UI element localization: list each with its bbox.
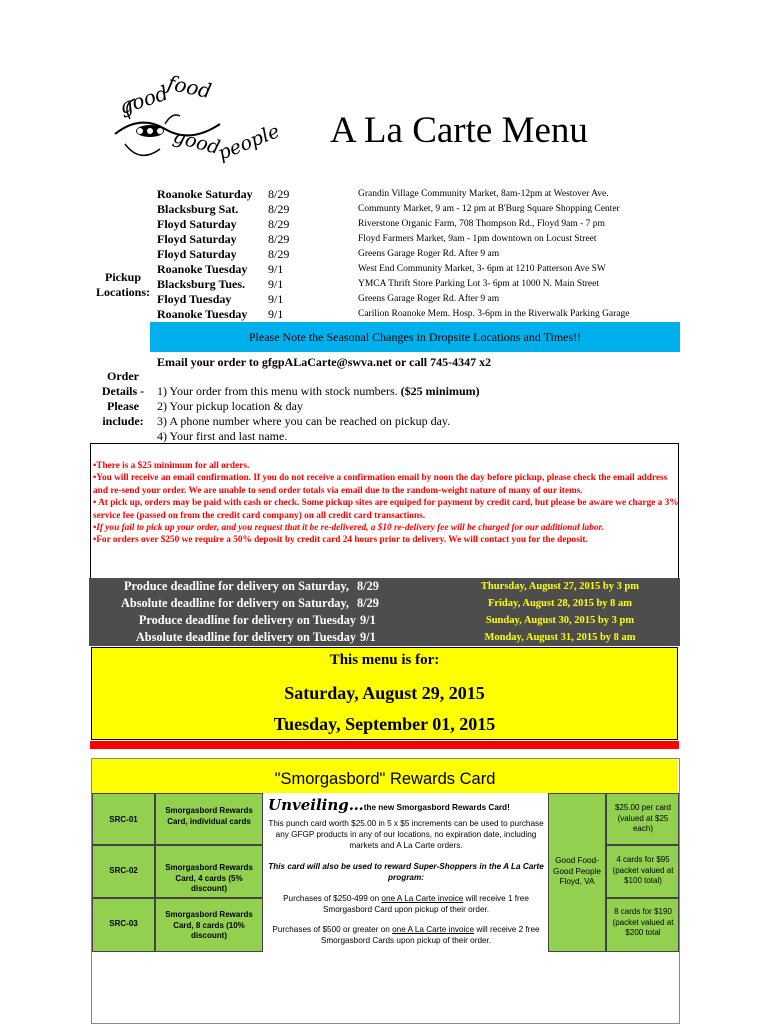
location-date: 9/1 (268, 307, 284, 321)
rewards-intro: Unveiling…the new Smorgasbord Rewards Card! (268, 796, 510, 814)
order-detail-item: 4) Your first and last name. (157, 429, 288, 443)
deadline-date: 9/1 (360, 630, 376, 644)
rewards-purchase-tier-1: Purchases of $250-499 on one A La Carte invoice will receive 1 free Smorgasbord Card upon pickup of their order. (283, 894, 529, 914)
deadline-when: Thursday, August 27, 2015 by 3 pm (480, 581, 640, 592)
policy-minimum: •There is a $25 minimum for all orders. (93, 461, 250, 471)
location-date: 9/1 (268, 262, 284, 276)
menu-for-heading: This menu is for: (329, 652, 440, 668)
deadline-date: 8/29 (357, 596, 379, 610)
red-divider (90, 741, 679, 749)
location-place: Riverstone Organic Farm, 708 Thompson Rd., Floyd 9am - 7 pm (358, 219, 605, 229)
svg-text:people: people (214, 120, 283, 165)
item-price: 4 cards for $95 (packet valued at $100 total) (612, 855, 674, 885)
vendor-name: Good Food-Good People Floyd, VA (553, 856, 601, 886)
deadline-when: Friday, August 28, 2015 by 8 am (487, 598, 633, 609)
svg-text:food: food (165, 74, 214, 104)
menu-date-saturday: Saturday, August 29, 2015 (284, 683, 485, 703)
item-code: SRC-03 (109, 919, 138, 928)
location-place: Greens Garage Roger Rd. After 9 am (358, 294, 500, 304)
seasonal-note-banner: Please Note the Seasonal Changes in Dropsite Locations and Times!! (150, 322, 680, 352)
location-place: Carilion Roanoke Mem. Hosp. 3-6pm in the Riverwalk Parking Garage (358, 309, 630, 319)
deadline-date: 9/1 (360, 613, 376, 627)
deadline-label: Absolute deadline for delivery on Saturday, (121, 596, 349, 610)
location-place: Floyd Farmers Market, 9am - 1pm downtown on Locust Street (358, 234, 597, 244)
deadline-date: 8/29 (357, 579, 379, 593)
policy-deposit: •For orders over $250 we require a 50% deposit by credit card 24 hours prior to delivery. We will contact you for the deposit. (93, 535, 588, 546)
item-code: SRC-01 (109, 815, 138, 824)
rewards-description: This punch card worth $25.00 in 5 x $5 increments can be used to purchase any GFGP products in any of our locations, no expiration date, including markets and A La Carte orders. (268, 819, 544, 850)
order-details-label: Order Details - Please include: (101, 369, 145, 428)
svg-text:good: good (170, 125, 223, 159)
location-date: 9/1 (268, 277, 284, 291)
deadline-label: Produce deadline for delivery on Saturday, (124, 579, 349, 593)
policy-payment: • At pick up, orders may be paid with cash or check. Some pickup sites are equiped for payment by credit card, but please be aware we charge a 3% service fee (passed on from the credit card company) on all credit card transactions. (93, 498, 679, 521)
location-day: Floyd Saturday (157, 232, 237, 246)
item-name: Smorgasbord Rewards Card, 8 cards (10% discount) (165, 910, 253, 940)
location-day: Roanoke Tuesday (157, 262, 248, 276)
deadline-when: Sunday, August 30, 2015 by 3 pm (485, 615, 635, 626)
order-detail-item: 1) Your order from this menu with stock numbers. ($25 minimum) (157, 384, 480, 398)
rewards-card-heading: "Smorgasbord" Rewards Card (92, 759, 678, 793)
location-day: Roanoke Saturday (157, 187, 253, 201)
order-detail-item: 2) Your pickup location & day (157, 399, 303, 413)
location-day: Floyd Saturday (157, 217, 237, 231)
logo-graphic (110, 74, 290, 179)
order-email-line: Email your order to gfgpALaCarte@swva.net or call 745-4347 x2 (157, 355, 492, 369)
location-date: 8/29 (268, 202, 290, 216)
location-place: West End Community Market, 3- 6pm at 1210 Patterson Ave SW (358, 264, 606, 274)
location-day: Floyd Saturday (157, 247, 237, 261)
item-price: 8 cards for $190 (packet valued at $200 total (612, 907, 674, 937)
location-place: Greens Garage Roger Rd. After 9 am (358, 249, 500, 259)
item-code: SRC-02 (109, 866, 138, 875)
logo (110, 74, 290, 179)
svg-text:good: good (116, 80, 172, 119)
rewards-super-shopper-note: This card will also be used to reward Super-Shoppers in the A La Carte program: (268, 862, 544, 882)
policy-confirmation: •You will receive an email confirmation. If you do not receive a confirmation email by noon the day before pickup, please check the email address and re-send your order. We are unable to send order totals via email due to the random-weight nature of many of our items. (93, 473, 668, 496)
policy-redelivery: •If you fail to pick up your order, and you request that it be re-delivered, a $10 re-delivery fee will be charged for our additional labor. (93, 523, 604, 534)
location-place: Communty Market, 9 am - 12 pm at B'Burg Square Shopping Center (358, 204, 620, 214)
location-date: 8/29 (268, 232, 290, 246)
rewards-purchase-tier-2: Purchases of $500 or greater on one A La Carte invoice will receive 2 free Smorgasbord Cards upon pickup of their order. (272, 925, 540, 945)
item-name: Smorgasbord Rewards Card, 4 cards (5% discount) (165, 863, 253, 893)
policy-text (93, 460, 683, 547)
location-date: 8/29 (268, 217, 290, 231)
location-date: 8/29 (268, 247, 290, 261)
unveiling-heading: Unveiling… (268, 796, 364, 814)
location-day: Blacksburg Tues. (157, 277, 246, 291)
deadline-label: Absolute deadline for delivery on Tuesday (135, 630, 356, 644)
item-price: $25.00 per card (valued at $25 each) (614, 803, 672, 833)
deadline-label: Produce deadline for delivery on Tuesday (138, 613, 356, 627)
page-title: A La Carte Menu (330, 110, 588, 151)
location-place: YMCA Thrift Store Parking Lot 3- 6pm at 1000 N. Main Street (358, 279, 599, 289)
item-name: Smorgasbord Rewards Card, individual cards (165, 806, 253, 826)
location-place: Grandin Village Community Market, 8am-12pm at Westover Ave. (358, 189, 609, 199)
location-day: Floyd Tuesday (157, 292, 232, 306)
pickup-label: Pickup Locations: (96, 270, 150, 299)
location-date: 9/1 (268, 292, 284, 306)
location-date: 8/29 (268, 187, 290, 201)
menu-date-tuesday: Tuesday, September 01, 2015 (273, 714, 496, 734)
deadline-when: Monday, August 31, 2015 by 8 am (484, 632, 636, 643)
location-day: Roanoke Tuesday (157, 307, 248, 321)
location-day: Blacksburg Sat. (157, 202, 239, 216)
order-detail-item: 3) A phone number where you can be reached on pickup day. (157, 414, 451, 428)
